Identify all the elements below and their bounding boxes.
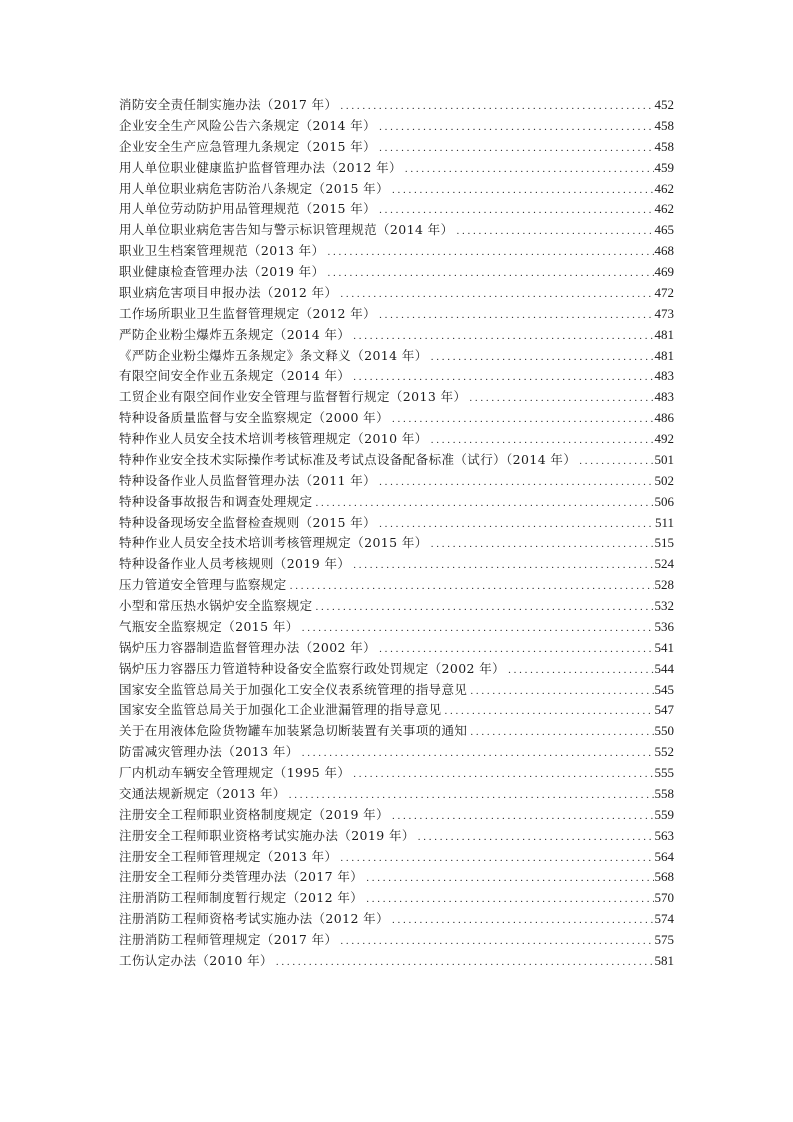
- toc-entry[interactable]: [119, 199, 674, 220]
- toc-entry[interactable]: [119, 220, 674, 241]
- toc-entry[interactable]: [119, 137, 674, 158]
- toc-dot-leader: [379, 305, 653, 326]
- toc-dot-leader: [328, 263, 654, 284]
- toc-dot-leader: [392, 910, 654, 931]
- toc-entry-page-number: 558: [654, 785, 674, 801]
- toc-entry[interactable]: [119, 387, 674, 408]
- toc-dot-leader: [289, 785, 654, 806]
- toc-entry[interactable]: [119, 429, 674, 450]
- toc-entry[interactable]: [119, 805, 674, 826]
- toc-dot-leader: [366, 868, 653, 889]
- toc-entry-page-number: 568: [654, 869, 674, 885]
- toc-entry-title: 特种作业人员安全技术培训考核管理规定（2015 年）: [119, 535, 428, 551]
- toc-dot-leader: [353, 326, 653, 347]
- toc-entry[interactable]: [119, 763, 674, 784]
- toc-entry-title: 特种设备事故报告和调查处理规定: [119, 493, 313, 509]
- toc-entry-page-number: 473: [654, 305, 674, 321]
- toc-entry-title: 小型和常压热水锅炉安全监察规定: [119, 598, 313, 613]
- toc-entry-page-number: 501: [654, 451, 674, 467]
- toc-dot-leader: [379, 117, 653, 138]
- toc-entry-page-number: 481: [654, 347, 674, 363]
- toc-entry[interactable]: [119, 847, 674, 868]
- toc-entry-page-number: 515: [654, 535, 674, 551]
- toc-entry[interactable]: [119, 492, 674, 513]
- toc-dot-leader: [302, 618, 654, 639]
- toc-entry-page-number: 555: [654, 765, 674, 780]
- toc-entry[interactable]: [119, 346, 674, 367]
- toc-entry[interactable]: [119, 930, 674, 951]
- toc-entry-title: 压力管道安全管理与监察规定: [119, 577, 287, 593]
- table-of-contents: [119, 95, 674, 972]
- toc-entry[interactable]: [119, 95, 674, 116]
- toc-dot-leader: [302, 743, 654, 764]
- toc-entry[interactable]: [119, 721, 674, 742]
- toc-dot-leader: [457, 221, 654, 242]
- toc-entry[interactable]: [119, 450, 674, 471]
- toc-dot-leader: [353, 367, 653, 388]
- toc-entry[interactable]: [119, 304, 674, 325]
- toc-dot-leader: [316, 597, 654, 618]
- toc-entry-page-number: 462: [654, 201, 674, 217]
- toc-dot-leader: [508, 660, 653, 681]
- toc-entry-title: 注册消防工程师资格考试实施办法（2012 年）: [119, 911, 389, 927]
- toc-dot-leader: [328, 242, 654, 263]
- toc-entry-title: 职业病危害项目申报办法（2012 年）: [119, 284, 338, 300]
- toc-entry[interactable]: [119, 262, 674, 283]
- toc-entry-title: 特种作业人员安全技术培训考核管理规定（2010 年）: [119, 431, 428, 446]
- toc-entry-page-number: 547: [654, 702, 674, 718]
- toc-entry-title: 用人单位劳动防护用品管理规范（2015 年）: [119, 201, 377, 217]
- toc-dot-leader: [379, 200, 653, 221]
- toc-entry[interactable]: [119, 638, 674, 659]
- toc-entry-title: 工作场所职业卫生监督管理规定（2012 年）: [119, 305, 377, 321]
- toc-entry-title: 特种作业安全技术实际操作考试标准及考试点设备配备标准（试行）（2014 年）: [119, 451, 577, 467]
- toc-entry-title: 厂内机动车辆安全管理规定（1995 年）: [119, 765, 351, 780]
- toc-entry-page-number: 469: [654, 264, 674, 279]
- toc-entry-title: 注册安全工程师分类管理办法（2017 年）: [119, 869, 364, 885]
- toc-entry-page-number: 564: [654, 848, 674, 864]
- toc-entry-title: 防雷减灾管理办法（2013 年）: [119, 744, 299, 760]
- toc-entry[interactable]: [119, 116, 674, 137]
- toc-entry-title: 注册消防工程师管理规定（2017 年）: [119, 932, 338, 947]
- toc-dot-leader: [276, 952, 654, 973]
- toc-entry-title: 注册安全工程师管理规定（2013 年）: [119, 848, 338, 864]
- toc-dot-leader: [405, 159, 654, 180]
- toc-entry-page-number: 468: [654, 243, 674, 259]
- toc-entry-title: 职业卫生档案管理规范（2013 年）: [119, 243, 325, 259]
- toc-dot-leader: [392, 409, 654, 430]
- toc-entry-title: 用人单位职业病危害告知与警示标识管理规范（2014 年）: [119, 222, 454, 238]
- toc-entry-page-number: 550: [654, 723, 674, 739]
- toc-entry[interactable]: [119, 659, 674, 680]
- toc-entry-title: 《严防企业粉尘爆炸五条规定》条文释义（2014 年）: [119, 347, 428, 363]
- toc-dot-leader: [418, 827, 654, 848]
- toc-dot-leader: [379, 138, 653, 159]
- toc-entry-page-number: 452: [654, 97, 674, 112]
- toc-entry-title: 有限空间安全作业五条规定（2014 年）: [119, 368, 351, 384]
- toc-entry-page-number: 524: [654, 556, 674, 572]
- toc-entry-page-number: 545: [654, 681, 674, 697]
- toc-dot-leader: [379, 639, 653, 660]
- toc-dot-leader: [431, 347, 654, 368]
- toc-entry[interactable]: [119, 617, 674, 638]
- toc-dot-leader: [469, 388, 653, 409]
- toc-entry-title: 职业健康检查管理办法（2019 年）: [119, 264, 325, 279]
- toc-entry-title: 特种设备作业人员考核规则（2019 年）: [119, 556, 351, 572]
- toc-entry-page-number: 575: [654, 932, 674, 947]
- toc-entry[interactable]: [119, 575, 674, 596]
- toc-entry[interactable]: [119, 513, 674, 534]
- toc-entry[interactable]: [119, 951, 674, 972]
- toc-entry-page-number: 483: [654, 389, 674, 405]
- toc-dot-leader: [379, 472, 653, 493]
- toc-entry-title: 注册安全工程师职业资格考试实施办法（2019 年）: [119, 827, 415, 843]
- toc-entry-title: 注册安全工程师职业资格制度规定（2019 年）: [119, 806, 389, 822]
- toc-entry[interactable]: [119, 909, 674, 930]
- toc-dot-leader: [431, 430, 654, 451]
- toc-entry[interactable]: [119, 158, 674, 179]
- toc-dot-leader: [470, 722, 653, 743]
- toc-entry[interactable]: [119, 366, 674, 387]
- toc-entry[interactable]: [119, 241, 674, 262]
- toc-entry-page-number: 511: [654, 514, 674, 530]
- toc-entry-page-number: 481: [654, 326, 674, 342]
- toc-entry-title: 工贸企业有限空间作业安全管理与监督暂行规定（2013 年）: [119, 389, 467, 405]
- toc-entry-page-number: 563: [654, 827, 674, 843]
- toc-entry-title: 特种设备现场安全监督检查规则（2015 年）: [119, 514, 377, 530]
- toc-entry[interactable]: [119, 888, 674, 909]
- toc-dot-leader: [340, 931, 653, 952]
- toc-entry-page-number: 544: [654, 660, 674, 676]
- toc-dot-leader: [340, 284, 653, 305]
- toc-entry-page-number: 465: [654, 222, 674, 238]
- toc-entry-page-number: 506: [654, 493, 674, 509]
- toc-dot-leader: [290, 576, 654, 597]
- toc-dot-leader: [316, 493, 654, 514]
- toc-entry-title: 锅炉压力容器制造监督管理办法（2002 年）: [119, 639, 377, 655]
- toc-dot-leader: [340, 848, 653, 869]
- toc-entry-title: 国家安全监管总局关于加强化工安全仪表系统管理的指导意见: [119, 681, 468, 697]
- toc-entry-title: 用人单位职业病危害防治八条规定（2015 年）: [119, 180, 389, 196]
- toc-entry[interactable]: [119, 283, 674, 304]
- toc-entry-title: 特种设备作业人员监督管理办法（2011 年）: [119, 472, 377, 488]
- toc-entry-title: 国家安全监管总局关于加强化工企业泄漏管理的指导意见: [119, 702, 442, 718]
- toc-entry-page-number: 492: [654, 431, 674, 446]
- toc-entry-title: 严防企业粉尘爆炸五条规定（2014 年）: [119, 326, 351, 342]
- toc-entry[interactable]: [119, 680, 674, 701]
- toc-dot-leader: [579, 451, 653, 472]
- toc-entry[interactable]: [119, 867, 674, 888]
- toc-entry-title: 锅炉压力容器压力管道特种设备安全监察行政处罚规定（2002 年）: [119, 660, 506, 676]
- toc-dot-leader: [340, 96, 653, 117]
- toc-entry-title: 用人单位职业健康监护监督管理办法（2012 年）: [119, 159, 402, 175]
- toc-entry[interactable]: [119, 554, 674, 575]
- toc-dot-leader: [353, 555, 653, 576]
- toc-dot-leader: [392, 180, 654, 201]
- toc-entry-title: 消防安全责任制实施办法（2017 年）: [119, 97, 338, 112]
- toc-entry-page-number: 532: [654, 598, 674, 613]
- toc-entry-title: 注册消防工程师制度暂行规定（2012 年）: [119, 890, 364, 906]
- toc-entry-page-number: 570: [654, 890, 674, 906]
- toc-entry-page-number: 528: [654, 577, 674, 593]
- toc-entry-page-number: 502: [654, 472, 674, 488]
- toc-dot-leader: [470, 681, 653, 702]
- toc-entry-title: 企业安全生产应急管理九条规定（2015 年）: [119, 138, 377, 154]
- toc-dot-leader: [353, 764, 653, 785]
- toc-entry-page-number: 458: [654, 117, 674, 133]
- toc-entry-page-number: 462: [654, 180, 674, 196]
- toc-entry[interactable]: [119, 596, 674, 617]
- toc-dot-leader: [366, 889, 653, 910]
- toc-dot-leader: [392, 806, 654, 827]
- toc-entry-page-number: 559: [654, 806, 674, 822]
- toc-entry[interactable]: [119, 408, 674, 429]
- toc-dot-leader: [445, 701, 654, 722]
- toc-entry-page-number: 581: [654, 952, 674, 968]
- toc-entry-title: 工伤认定办法（2010 年）: [119, 952, 273, 968]
- toc-entry[interactable]: [119, 826, 674, 847]
- toc-entry[interactable]: [119, 179, 674, 200]
- toc-entry-title: 企业安全生产风险公告六条规定（2014 年）: [119, 117, 377, 133]
- toc-entry-page-number: 574: [654, 911, 674, 927]
- toc-entry-page-number: 483: [654, 368, 674, 384]
- toc-dot-leader: [431, 534, 654, 555]
- toc-entry-title: 交通法规新规定（2013 年）: [119, 785, 286, 801]
- toc-entry-title: 特种设备质量监督与安全监察规定（2000 年）: [119, 410, 389, 426]
- toc-entry-page-number: 486: [654, 410, 674, 426]
- toc-entry-page-number: 552: [654, 744, 674, 760]
- toc-entry[interactable]: [119, 533, 674, 554]
- toc-entry[interactable]: [119, 325, 674, 346]
- toc-entry[interactable]: [119, 742, 674, 763]
- toc-entry-page-number: 459: [654, 159, 674, 175]
- toc-entry-title: 关于在用液体危险货物罐车加装紧急切断装置有关事项的通知: [119, 723, 468, 739]
- toc-entry[interactable]: [119, 784, 674, 805]
- toc-entry-page-number: 472: [654, 284, 674, 300]
- toc-dot-leader: [379, 514, 654, 535]
- toc-entry-title: 气瓶安全监察规定（2015 年）: [119, 618, 299, 634]
- toc-entry-page-number: 536: [654, 618, 674, 634]
- toc-entry[interactable]: [119, 471, 674, 492]
- toc-entry-page-number: 541: [654, 639, 674, 655]
- toc-entry-page-number: 458: [654, 138, 674, 154]
- toc-entry[interactable]: [119, 700, 674, 721]
